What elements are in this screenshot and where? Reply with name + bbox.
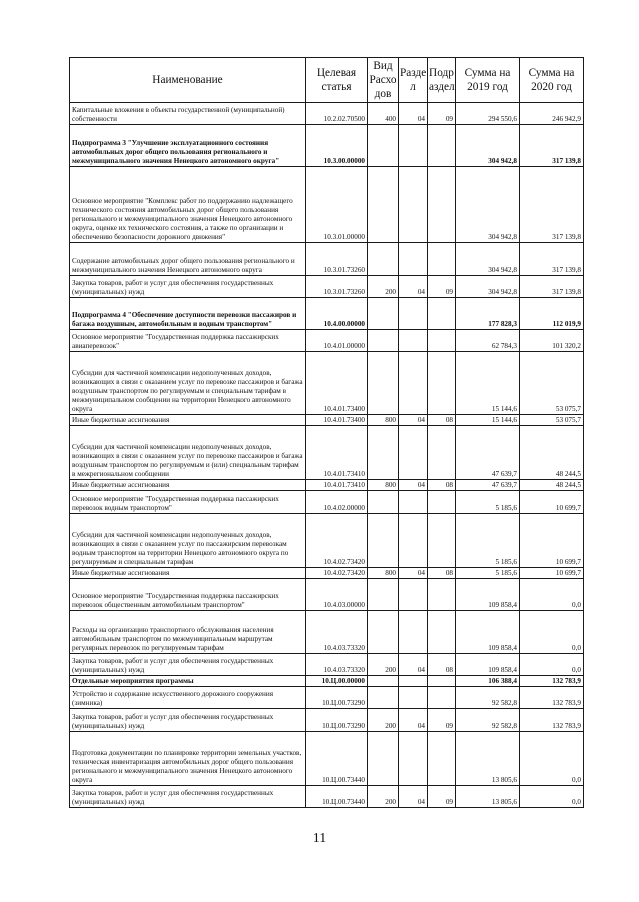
cell-subsection	[428, 676, 456, 687]
cell-sum-2020: 132 783,9	[520, 687, 584, 709]
cell-target-article: 10.4.02.00000	[306, 491, 368, 514]
cell-section	[399, 491, 428, 514]
cell-sum-2020: 0,0	[520, 786, 584, 808]
table-row	[70, 298, 584, 330]
table-row	[70, 415, 584, 426]
cell-subsection	[428, 514, 456, 568]
cell-target-article: 10.3.01.73260	[306, 276, 368, 298]
table-row	[70, 611, 584, 654]
cell-target-article: 10.4.01.00000	[306, 330, 368, 352]
header-target-article: Целевая статья	[306, 58, 368, 103]
cell-sum-2020: 0,0	[520, 579, 584, 611]
cell-expense-type: 200	[368, 276, 399, 298]
cell-expense-type	[368, 687, 399, 709]
cell-subsection: 09	[428, 103, 456, 125]
cell-expense-type	[368, 298, 399, 330]
cell-sum-2019: 109 858,4	[456, 611, 520, 654]
cell-sum-2020: 53 075,7	[520, 352, 584, 415]
cell-sum-2020: 10 699,7	[520, 568, 584, 579]
table-row	[70, 167, 584, 243]
cell-subsection	[428, 579, 456, 611]
cell-target-article: 10.4.03.73320	[306, 654, 368, 676]
cell-target-article: 10.4.00.00000	[306, 298, 368, 330]
table-row	[70, 654, 584, 676]
cell-name: Закупка товаров, работ и услуг для обеспечения государственных (муниципальных) нужд	[70, 654, 306, 676]
cell-name: Иные бюджетные ассигнования	[70, 415, 306, 426]
cell-name: Субсидии для частичной компенсации недополученных доходов, возникающих в связи с оказанием услуг по перевозке пассажиров и багажа воздушным транспортом по регулируемым и специальным тарифам в межмуниципальном сообщении на территории Ненецкого автономного округа	[70, 352, 306, 415]
cell-name: Субсидии для частичной компенсации недополученных доходов, возникающих в связи с оказанием услуг по пассажирским перевозкам водным транспортом на территории Ненецкого автономного округа по регулируемым и специальным тарифам	[70, 514, 306, 568]
cell-subsection	[428, 491, 456, 514]
cell-name: Закупка товаров, работ и услуг для обеспечения государственных (муниципальных) нужд	[70, 276, 306, 298]
table-row	[70, 786, 584, 808]
cell-sum-2019: 62 784,3	[456, 330, 520, 352]
cell-target-article: 10.3.01.00000	[306, 167, 368, 243]
table-row	[70, 568, 584, 579]
cell-section	[399, 125, 428, 167]
header-subsection: Подр аздел	[428, 58, 456, 103]
cell-expense-type	[368, 579, 399, 611]
cell-subsection	[428, 298, 456, 330]
cell-name: Подготовка документации по планировке территории земельных участков, техническая инвентаризация автомобильных дорог общего пользования регионального и межмуниципального значения Ненецкого автономного округа	[70, 732, 306, 786]
cell-section: 04	[399, 480, 428, 491]
table-row	[70, 103, 584, 125]
cell-sum-2020: 0,0	[520, 611, 584, 654]
cell-target-article: 10.Ц.00.00000	[306, 676, 368, 687]
cell-sum-2019: 13 805,6	[456, 786, 520, 808]
cell-target-article: 10.4.03.00000	[306, 579, 368, 611]
cell-target-article: 10.2.02.70500	[306, 103, 368, 125]
cell-expense-type	[368, 611, 399, 654]
cell-sum-2019: 5 185,6	[456, 514, 520, 568]
cell-subsection	[428, 352, 456, 415]
cell-section	[399, 611, 428, 654]
cell-sum-2020: 48 244,5	[520, 426, 584, 480]
cell-target-article: 10.4.01.73410	[306, 480, 368, 491]
cell-sum-2020: 317 139,8	[520, 125, 584, 167]
page-number: 11	[312, 831, 327, 846]
cell-name: Подпрограмма 4 "Обеспечение доступности перевозки пассажиров и багажа воздушным, автомобильным и водным транспортом"	[70, 298, 306, 330]
cell-subsection	[428, 125, 456, 167]
cell-sum-2020: 317 139,8	[520, 167, 584, 243]
cell-subsection	[428, 611, 456, 654]
cell-section	[399, 687, 428, 709]
table-body	[70, 103, 584, 808]
cell-target-article: 10.4.02.73420	[306, 568, 368, 579]
cell-name: Иные бюджетные ассигнования	[70, 480, 306, 491]
header-section: Разде л	[399, 58, 428, 103]
cell-expense-type: 400	[368, 103, 399, 125]
cell-target-article: 10.4.01.73400	[306, 352, 368, 415]
cell-name: Основное мероприятие "Государственная поддержка пассажирских авиаперевозок"	[70, 330, 306, 352]
cell-target-article: 10.4.01.73400	[306, 415, 368, 426]
cell-subsection	[428, 330, 456, 352]
cell-sum-2019: 5 185,6	[456, 491, 520, 514]
cell-sum-2019: 304 942,8	[456, 243, 520, 276]
cell-subsection	[428, 167, 456, 243]
budget-table	[69, 57, 584, 808]
cell-sum-2020: 101 320,2	[520, 330, 584, 352]
cell-subsection	[428, 426, 456, 480]
table-header-row	[70, 58, 584, 103]
cell-expense-type	[368, 243, 399, 276]
cell-sum-2020: 132 783,9	[520, 709, 584, 732]
header-name: Наименование	[70, 58, 306, 103]
table-row	[70, 480, 584, 491]
cell-sum-2019: 177 828,3	[456, 298, 520, 330]
cell-expense-type: 800	[368, 415, 399, 426]
cell-sum-2019: 15 144,6	[456, 415, 520, 426]
header-sum-2019: Сумма на 2019 год	[456, 58, 520, 103]
cell-sum-2019: 294 550,6	[456, 103, 520, 125]
cell-subsection: 09	[428, 709, 456, 732]
cell-section: 04	[399, 709, 428, 732]
cell-expense-type	[368, 167, 399, 243]
cell-expense-type: 200	[368, 709, 399, 732]
cell-subsection	[428, 687, 456, 709]
cell-expense-type	[368, 491, 399, 514]
cell-expense-type: 200	[368, 654, 399, 676]
cell-target-article: 10.Ц.00.73440	[306, 786, 368, 808]
cell-name: Закупка товаров, работ и услуг для обеспечения государственных (муниципальных) нужд	[70, 786, 306, 808]
cell-name: Подпрограмма 3 "Улучшение эксплуатационного состояния автомобильных дорог общего пользования регионального и межмуниципального значения Ненецкого автономного округа"	[70, 125, 306, 167]
cell-sum-2020: 317 139,8	[520, 276, 584, 298]
cell-sum-2020: 0,0	[520, 654, 584, 676]
table-row	[70, 352, 584, 415]
header-expense-type: Вид Расхо дов	[368, 58, 399, 103]
cell-expense-type: 800	[368, 568, 399, 579]
cell-subsection: 08	[428, 480, 456, 491]
table-row	[70, 687, 584, 709]
cell-subsection	[428, 732, 456, 786]
cell-section	[399, 514, 428, 568]
cell-name: Субсидии для частичной компенсации недополученных доходов, возникающих в связи с оказанием услуг по перевозке пассажиров и багажа воздушным транспортом по регулируемым и (или) специальным тарифам в межрегиональном сообщении	[70, 426, 306, 480]
table-row	[70, 276, 584, 298]
cell-target-article: 10.Ц.00.73440	[306, 732, 368, 786]
cell-name: Капитальные вложения в объекты государственной (муниципальной) собственности	[70, 103, 306, 125]
cell-subsection: 09	[428, 786, 456, 808]
cell-expense-type	[368, 732, 399, 786]
cell-target-article: 10.4.03.73320	[306, 611, 368, 654]
cell-target-article: 10.3.01.73260	[306, 243, 368, 276]
cell-sum-2019: 304 942,8	[456, 125, 520, 167]
cell-subsection	[428, 243, 456, 276]
table-row	[70, 243, 584, 276]
table-row	[70, 676, 584, 687]
cell-section	[399, 298, 428, 330]
cell-expense-type	[368, 426, 399, 480]
cell-sum-2020: 132 783,9	[520, 676, 584, 687]
cell-section: 04	[399, 654, 428, 676]
cell-section	[399, 352, 428, 415]
table-row	[70, 491, 584, 514]
header-sum-2020: Сумма на 2020 год	[520, 58, 584, 103]
cell-section: 04	[399, 103, 428, 125]
table-row	[70, 579, 584, 611]
table-row	[70, 125, 584, 167]
cell-subsection: 09	[428, 276, 456, 298]
cell-sum-2019: 13 805,6	[456, 732, 520, 786]
cell-sum-2019: 109 858,4	[456, 654, 520, 676]
cell-target-article: 10.Ц.00.73290	[306, 709, 368, 732]
cell-expense-type: 200	[368, 786, 399, 808]
cell-expense-type	[368, 352, 399, 415]
cell-section	[399, 676, 428, 687]
cell-subsection: 08	[428, 654, 456, 676]
cell-sum-2019: 92 582,8	[456, 687, 520, 709]
table-row	[70, 732, 584, 786]
cell-expense-type	[368, 514, 399, 568]
cell-sum-2019: 47 639,7	[456, 480, 520, 491]
cell-sum-2020: 53 075,7	[520, 415, 584, 426]
cell-sum-2019: 109 858,4	[456, 579, 520, 611]
cell-sum-2019: 304 942,8	[456, 276, 520, 298]
cell-sum-2020: 0,0	[520, 732, 584, 786]
table-row	[70, 709, 584, 732]
cell-section	[399, 732, 428, 786]
cell-name: Отдельные мероприятия программы	[70, 676, 306, 687]
cell-name: Иные бюджетные ассигнования	[70, 568, 306, 579]
cell-target-article: 10.4.01.73410	[306, 426, 368, 480]
cell-expense-type	[368, 125, 399, 167]
cell-section	[399, 243, 428, 276]
cell-name: Расходы на организацию транспортного обслуживания населения автомобильным транспортом по межмуниципальным маршрутам регулярных перевозок по регулируемым тарифам	[70, 611, 306, 654]
cell-sum-2020: 112 019,9	[520, 298, 584, 330]
cell-name: Основное мероприятие "Комплекс работ по поддержанию надлежащего технического состояния автомобильных дорог общего пользования регионального и межмуниципального значения Ненецкого автономного округа, оценке их технического состояния, а также по организации и обеспечению безопасности дорожного движения"	[70, 167, 306, 243]
cell-section	[399, 426, 428, 480]
cell-expense-type	[368, 676, 399, 687]
cell-sum-2019: 5 185,6	[456, 568, 520, 579]
cell-section	[399, 579, 428, 611]
cell-expense-type	[368, 330, 399, 352]
cell-sum-2019: 47 639,7	[456, 426, 520, 480]
cell-sum-2020: 246 942,9	[520, 103, 584, 125]
cell-name: Устройство и содержание искусственного дорожного сооружения (зимника)	[70, 687, 306, 709]
cell-subsection: 08	[428, 568, 456, 579]
cell-target-article: 10.3.00.00000	[306, 125, 368, 167]
cell-sum-2019: 15 144,6	[456, 352, 520, 415]
table-row	[70, 330, 584, 352]
cell-name: Содержание автомобильных дорог общего пользования регионального и межмуниципального значения Ненецкого автономного округа	[70, 243, 306, 276]
cell-section	[399, 167, 428, 243]
cell-section: 04	[399, 786, 428, 808]
cell-target-article: 10.4.02.73420	[306, 514, 368, 568]
cell-sum-2020: 10 699,7	[520, 491, 584, 514]
table-row	[70, 426, 584, 480]
cell-name: Основное мероприятие "Государственная поддержка пассажирских перевозок общественным автомобильным транспортом"	[70, 579, 306, 611]
cell-subsection: 08	[428, 415, 456, 426]
cell-name: Закупка товаров, работ и услуг для обеспечения государственных (муниципальных) нужд	[70, 709, 306, 732]
table-row	[70, 514, 584, 568]
cell-sum-2020: 48 244,5	[520, 480, 584, 491]
cell-sum-2019: 106 388,4	[456, 676, 520, 687]
cell-sum-2020: 10 699,7	[520, 514, 584, 568]
cell-section: 04	[399, 568, 428, 579]
cell-sum-2019: 92 582,8	[456, 709, 520, 732]
cell-section: 04	[399, 276, 428, 298]
cell-expense-type: 800	[368, 480, 399, 491]
cell-name: Основное мероприятие "Государственная поддержка пассажирских перевозок водным транспортом"	[70, 491, 306, 514]
cell-sum-2019: 304 942,8	[456, 167, 520, 243]
cell-section	[399, 330, 428, 352]
cell-section: 04	[399, 415, 428, 426]
cell-sum-2020: 317 139,8	[520, 243, 584, 276]
cell-target-article: 10.Ц.00.73290	[306, 687, 368, 709]
